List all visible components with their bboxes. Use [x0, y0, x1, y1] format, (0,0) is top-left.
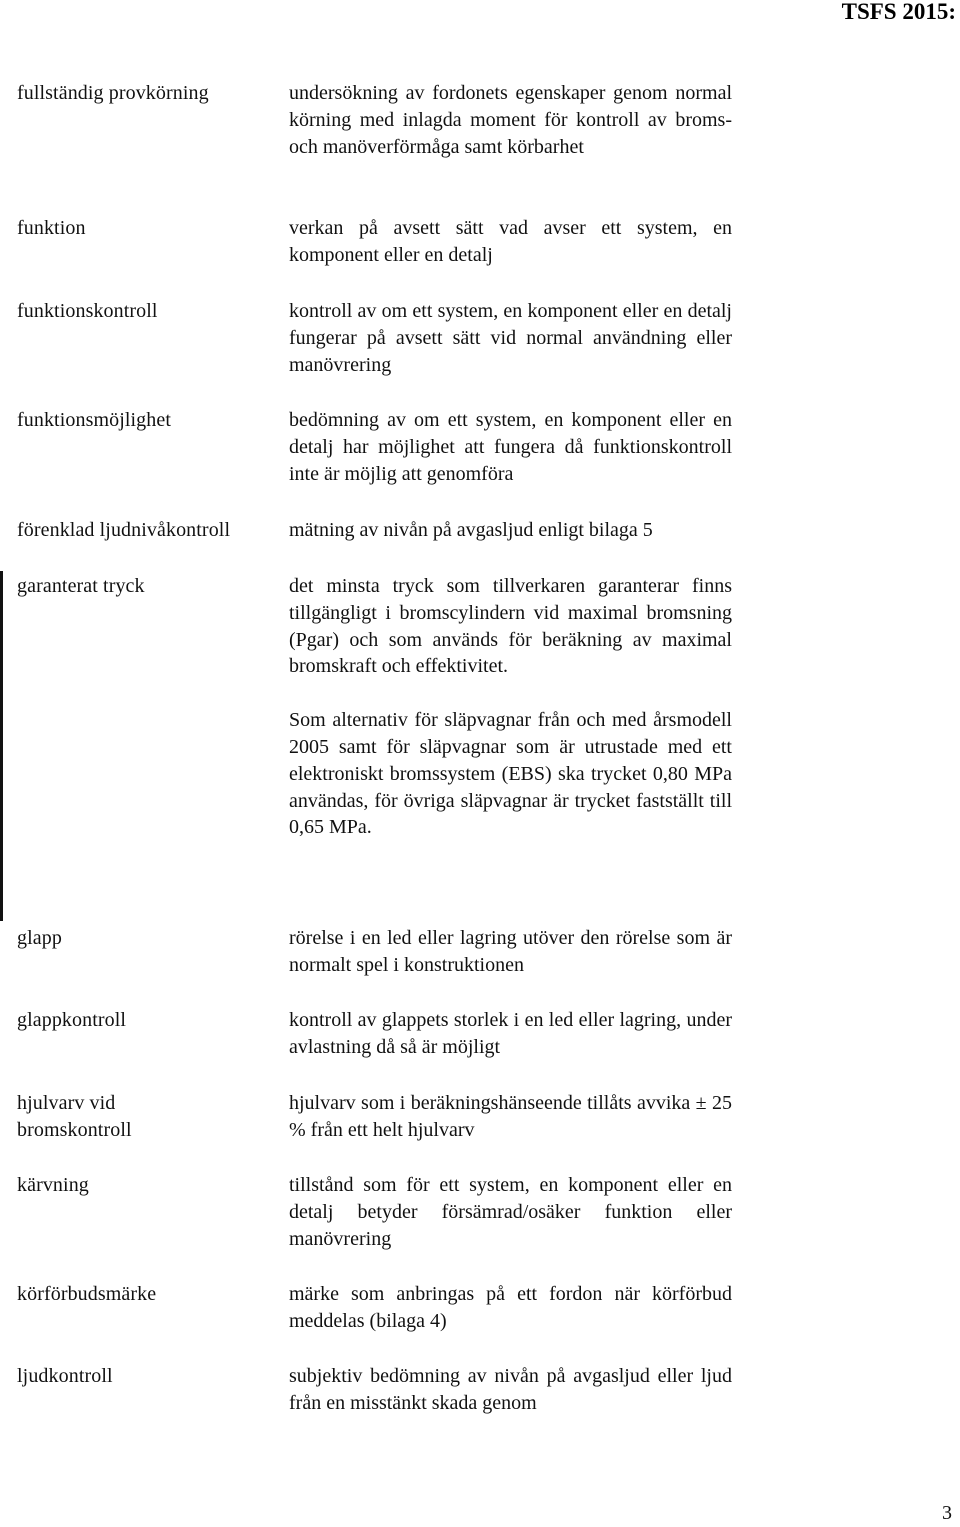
term-funktionsmojlighet: funktionsmöjlighet [17, 409, 172, 431]
definition-paragraph: rörelse i en led eller lagring utöver den rörelse som är normalt spel i konstruktionen [289, 927, 732, 976]
definition-glapp [289, 925, 732, 979]
term-fullstandig-provkorning: fullständig provkörning [17, 82, 209, 104]
definition-paragraph: tillstånd som för ett system, en komponent eller en detalj betyder försämrad/osäker funktion eller manövrering [289, 1174, 732, 1250]
definition-funktion [289, 215, 732, 269]
definition-paragraph: kontroll av om ett system, en komponent eller en detalj fungerar på avsett sätt vid normal användning eller manövrering [289, 300, 732, 376]
definition-paragraph: mätning av nivån på avgasljud enligt bilaga 5 [289, 519, 653, 541]
definition-funktionsmojlighet [289, 407, 732, 487]
definition-paragraph: undersökning av fordonets egenskaper genom normal körning med inlagda moment för kontroll av broms- och manöverförmåga samt körbarhet [289, 82, 732, 158]
term-funktionskontroll: funktionskontroll [17, 300, 158, 322]
term-ljudkontroll: ljudkontroll [17, 1365, 113, 1387]
definition-paragraph: verkan på avsett sätt vad avser ett system, en komponent eller en detalj [289, 217, 732, 266]
term-glapp: glapp [17, 927, 62, 949]
definition-forenklad-ljudnivakontroll [289, 517, 732, 544]
definition-paragraph: Som alternativ för släpvagnar från och med årsmodell 2005 samt för släpvagnar som är utrustade med ett elektroniskt bromssystem (EBS) ska trycket 0,80 MPa användas, för övriga släpvagnar är trycket fastställt till 0,65 MPa. [289, 709, 732, 839]
definition-paragraph: subjektiv bedömning av nivån på avgasljud eller ljud från en misstänkt skada genom [289, 1365, 732, 1414]
term-hjulvarv-vid-bromskontroll: hjulvarv vid bromskontroll [17, 1092, 132, 1141]
term-karvning: kärvning [17, 1174, 89, 1196]
definition-paragraph: bedömning av om ett system, en komponent eller en detalj har möjlighet att fungera då funktionskontroll inte är möjlig att genomföra [289, 409, 732, 485]
definition-paragraph: det minsta tryck som tillverkaren garanterar finns tillgängligt i bromscylindern vid maximal bromsning (Pgar) och som används för beräkning av maximal bromskraft och effektivitet. [289, 575, 732, 678]
definition-ljudkontroll [289, 1363, 732, 1417]
definition-glappkontroll [289, 1007, 732, 1061]
definition-funktionskontroll [289, 298, 732, 378]
page-header [0, 0, 960, 30]
definition-garanterat-tryck [289, 573, 732, 841]
term-korforbudsmarke: körförbudsmärke [17, 1283, 157, 1305]
definition-korforbudsmarke [289, 1281, 732, 1335]
definition-hjulvarv-vid-bromskontroll [289, 1090, 732, 1144]
document-id: TSFS 2015: [841, 0, 956, 24]
definition-karvning [289, 1172, 732, 1252]
definition-paragraph: märke som anbringas på ett fordon när körförbud meddelas (bilaga 4) [289, 1283, 732, 1332]
change-bar [0, 571, 3, 921]
definition-fullstandig-provkorning [289, 80, 732, 160]
term-funktion: funktion [17, 217, 86, 239]
page-number: 3 [942, 1502, 952, 1524]
term-garanterat-tryck: garanterat tryck [17, 575, 145, 597]
term-glappkontroll: glappkontroll [17, 1009, 127, 1031]
definition-paragraph: kontroll av glappets storlek i en led eller lagring, under avlastning då så är möjligt [289, 1009, 732, 1058]
definition-paragraph: hjulvarv som i beräkningshänseende tillåts avvika ± 25 % från ett helt hjulvarv [289, 1092, 732, 1141]
term-forenklad-ljudnivakontroll: förenklad ljudnivåkontroll [17, 519, 231, 541]
